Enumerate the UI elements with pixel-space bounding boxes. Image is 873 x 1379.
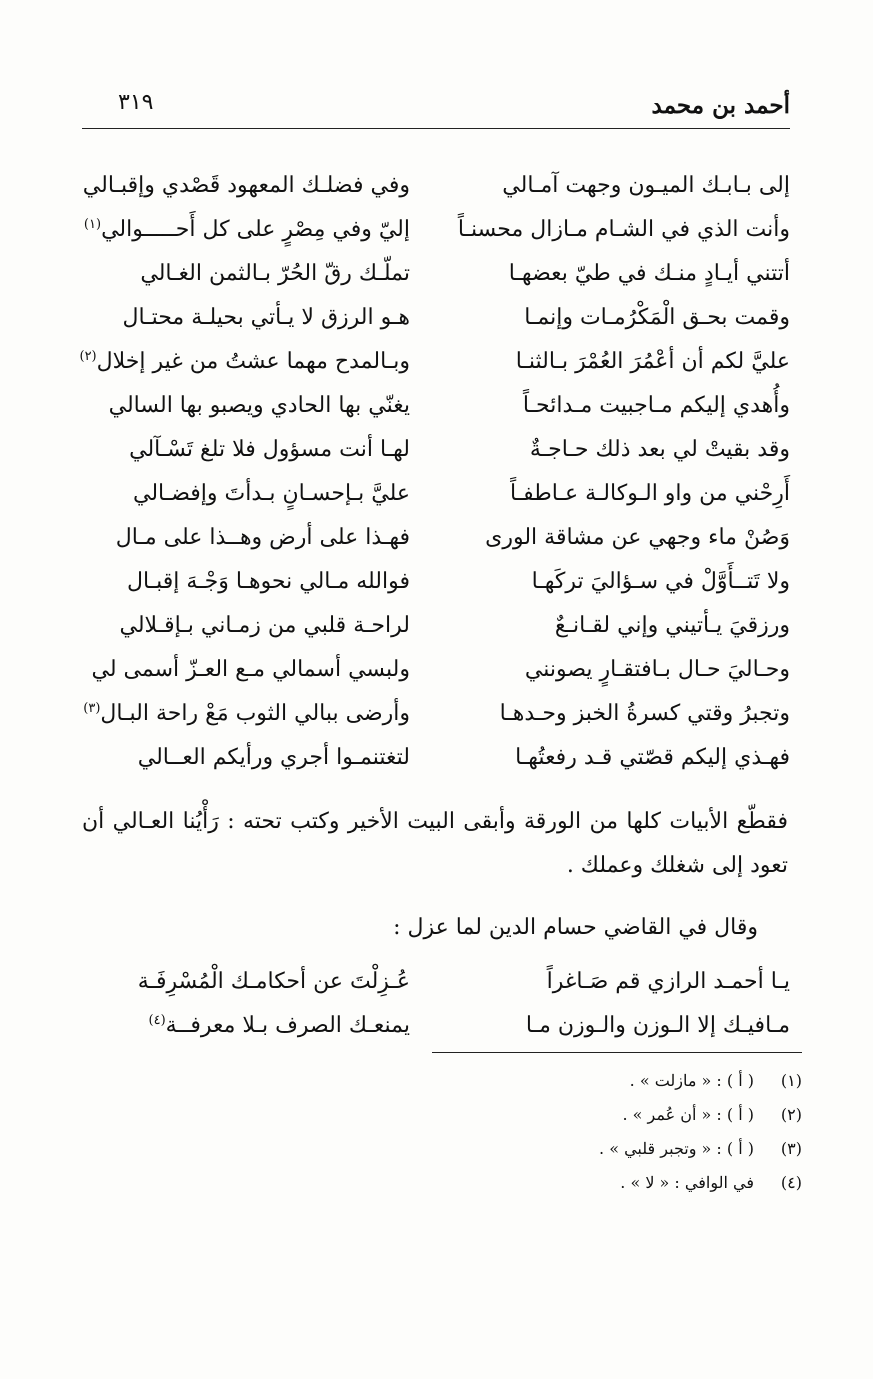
- footnote-text: ( أ ) : « مازلت » .: [629, 1071, 754, 1090]
- verse: [100, 384, 790, 428]
- verse: [100, 736, 790, 780]
- verse: [100, 960, 790, 1004]
- hemistich-text: يغنّي بها الحادي ويصبو بها السالي: [108, 393, 410, 418]
- hemistich-text: ولبسي أسمالي مـع العـزّ أسمى لي: [91, 657, 410, 682]
- verse: [83, 208, 790, 252]
- verse-second-hemistich: [80, 692, 410, 736]
- verse-first-hemistich: مـافيـك إلا الـوزن والـوزن مـا: [525, 1013, 790, 1038]
- verse-second-hemistich: [80, 1004, 410, 1048]
- footnote-number: (١): [780, 1071, 802, 1090]
- running-header: [82, 88, 790, 129]
- footnote-marker: (٢): [79, 348, 97, 364]
- verse-first-hemistich: وأنت الذي في الشـام مـازال محسنـاً: [457, 217, 790, 242]
- verse: [79, 340, 790, 384]
- footnote-marker: (١): [83, 216, 102, 232]
- verse-first-hemistich: ورزقيَ يـأتيني وإني لقـانـعٌ: [554, 613, 790, 638]
- verse-first-hemistich: وَصُنْ ماء وجهي عن مشاقة الورى: [485, 525, 790, 550]
- footnote-text: ( أ ) : « أن عُمر » .: [622, 1105, 754, 1124]
- verse-second-hemistich: [80, 252, 410, 296]
- hemistich-text: لهـا أنت مسؤول فلا تلغ تَسْـآلي: [129, 437, 410, 462]
- verse: [100, 560, 790, 604]
- verse-second-hemistich: [80, 384, 410, 428]
- verse: [100, 428, 790, 472]
- footnote-item: [432, 1098, 802, 1132]
- verse-first-hemistich: وقد بقيتْ لي بعد ذلك حـاجـةٌ: [529, 437, 790, 462]
- hemistich-text: إليّ وفي مِصْرٍ على كل أَحـــــوالي: [101, 217, 410, 242]
- hemistich-text: عليَّ بـإحسـانٍ بـدأتَ وإفضـالي: [133, 481, 410, 506]
- verse-second-hemistich: [80, 736, 410, 780]
- verse: [100, 296, 790, 340]
- verse-first-hemistich: أتتني أيـادٍ منـك في طيّ بعضهـا: [508, 261, 790, 286]
- hemistich-text: وأرضى ببالي الثوب مَعْ راحة البـال: [100, 701, 410, 726]
- verse-first-hemistich: عليَّ لكم أن أعْمُرَ العُمْرَ بـالثنـا: [515, 349, 790, 374]
- verse: [83, 692, 790, 736]
- footnote-number: (٣): [780, 1139, 802, 1158]
- poem-intro-line: وقال في القاضي حسام الدين لما عزل :: [393, 915, 758, 940]
- hemistich-text: فوالله مـالي نحوهـا وَجْـهَ إقبـال: [126, 569, 410, 594]
- verse-second-hemistich: [80, 516, 410, 560]
- verse: [82, 164, 790, 208]
- footnote-item: [432, 1166, 802, 1200]
- verse: [100, 252, 790, 296]
- hemistich-text: هـو الرزق لا يـأتي بحيلـة محتـال: [122, 305, 410, 330]
- prose-paragraph: فقطّع الأبيات كلها من الورقة وأبقى البيت الأخير وكتب تحته : رَأْيُنا العـالي أن تعود إلى شغلك وعملك .: [82, 809, 788, 878]
- verse-second-hemistich: [80, 296, 410, 340]
- verse: [100, 1004, 790, 1048]
- footnote-item: [432, 1064, 802, 1098]
- hemistich-text: لتغتنمـوا أجري ورأيكم العــالي: [137, 745, 410, 770]
- verse-first-hemistich: يـا أحمـد الرازي قم صَـاغراً: [546, 969, 790, 994]
- verse-second-hemistich: [80, 208, 410, 252]
- footnote-number: (٤): [780, 1173, 802, 1192]
- verse-first-hemistich: أَرِحْني من واو الـوكالـة عـاطفـاً: [510, 481, 790, 506]
- running-title: أحمد بن محمد: [651, 92, 790, 119]
- verse-first-hemistich: وحـاليَ حـال بـافتقـارٍ يصونني: [524, 657, 790, 682]
- verse-first-hemistich: فهـذي إليكم قصّتي قـد رفعتُهـا: [515, 745, 790, 770]
- verse: [91, 648, 790, 692]
- verse-first-hemistich: إلى بـابـك الميـون وجهت آمـالي: [502, 173, 790, 198]
- footnote-item: [432, 1132, 802, 1166]
- verse-second-hemistich: [80, 560, 410, 604]
- poem-second: [100, 960, 790, 1048]
- verse-first-hemistich: ولا تَتــأَوَّلْ في سـؤاليَ تركَهـا: [531, 569, 790, 594]
- hemistich-text: لراحـة قلبي من زمـاني بـإقـلالي: [119, 613, 410, 638]
- footnote-separator: [432, 1052, 802, 1053]
- footnote-marker: (٣): [83, 700, 101, 716]
- verse-second-hemistich: [80, 164, 410, 208]
- verse: [100, 604, 790, 648]
- verse-first-hemistich: وتجبرُ وقتي كسرةُ الخبز وحـدهـا: [499, 701, 790, 726]
- hemistich-text: يمنعـك الصرف بـلا معرفــة: [165, 1013, 410, 1038]
- verse-second-hemistich: [80, 428, 410, 472]
- poem-main: [79, 164, 790, 780]
- footnote-marker: (٤): [148, 1012, 166, 1028]
- verse-second-hemistich: [80, 340, 410, 384]
- page-number: ٣١٩: [118, 90, 154, 115]
- footnote-text: ( أ ) : « وتجبر قلبي » .: [599, 1139, 754, 1158]
- verse: [100, 516, 790, 560]
- verse-second-hemistich: [80, 604, 410, 648]
- verse-second-hemistich: [80, 648, 410, 692]
- hemistich-text: فهـذا على أرض وهــذا على مـال: [115, 525, 410, 550]
- hemistich-text: وبـالمدح مهما عشتُ من غير إخلال: [96, 349, 410, 374]
- verse-first-hemistich: وقمت بحـق الْمَكْرُمـات وإنمـا: [524, 305, 790, 330]
- verse-first-hemistich: وأُهدي إليكم مـاجبيت مـدائحـاً: [522, 393, 790, 418]
- footnotes: [432, 1064, 802, 1200]
- hemistich-text: عُـزِلْتَ عن أحكامـك الْمُسْرِفَـة: [137, 969, 410, 994]
- footnote-number: (٢): [780, 1105, 802, 1124]
- hemistich-text: تملّـك رقّ الحُرّ بـالثمن الغـالي: [140, 261, 410, 286]
- verse: [100, 472, 790, 516]
- hemistich-text: وفي فضلـك المعهود قَصْدي وإقبـالي: [82, 173, 410, 198]
- verse-second-hemistich: [80, 472, 410, 516]
- verse-second-hemistich: [80, 960, 410, 1004]
- footnote-text: في الوافي : « لا » .: [620, 1173, 754, 1192]
